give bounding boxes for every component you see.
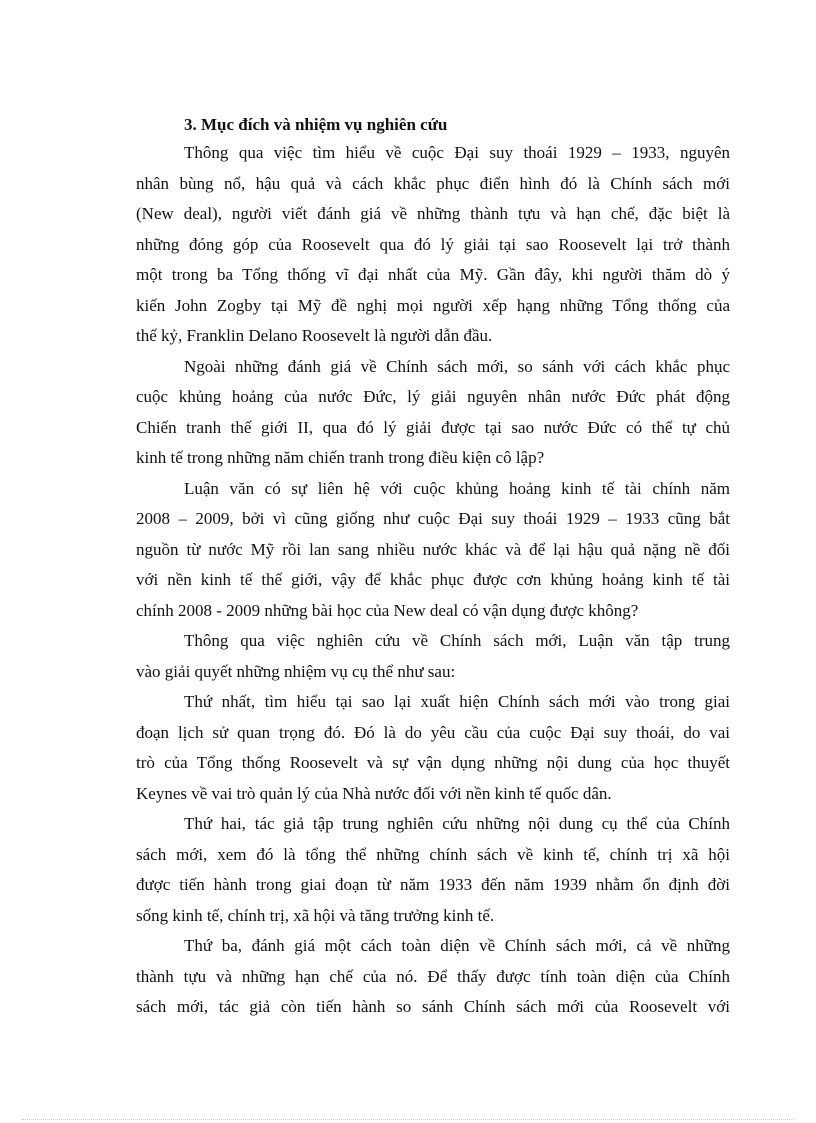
paragraph <box>136 474 730 627</box>
text-line: với nền kinh tế thế giới, vậy để khắc phục được cơn khủng hoảng kinh tế tài <box>136 570 730 589</box>
text-line: Chiến tranh thế giới II, qua đó lý giải được tại sao nước Đức có thể tự chủ <box>136 417 730 437</box>
paragraph <box>136 626 730 687</box>
paragraph <box>136 687 730 809</box>
text-line: sách mới, tác giả còn tiến hành so sánh Chính sách mới của Roosevelt với <box>136 997 730 1016</box>
text-line: thành tựu và những hạn chế của nó. Để thấy được tính toàn diện của Chính <box>136 966 730 986</box>
text-line: nhân bùng nổ, hậu quả và cách khắc phục điển hình đó là Chính sách mới <box>136 173 730 193</box>
text-line: 2008 – 2009, bởi vì cũng giống như cuộc Đại suy thoái 1929 – 1933 cũng bắt <box>136 509 730 528</box>
paragraph <box>136 138 730 352</box>
text-line: những đóng góp của Roosevelt qua đó lý giải tại sao Roosevelt lại trở thành <box>136 234 730 254</box>
text-line: (New deal), người viết đánh giá về những thành tựu và hạn chế, đặc biệt là <box>136 204 730 223</box>
text-line: Thông qua việc tìm hiểu về cuộc Đại suy thoái 1929 – 1933, nguyên <box>184 143 730 162</box>
text-line: Keynes về vai trò quản lý của Nhà nước đối với nền kinh tế quốc dân. <box>136 783 612 803</box>
text-line: một trong ba Tổng thống vĩ đại nhất của Mỹ. Gần đây, khi người thăm dò ý <box>136 265 730 284</box>
text-line: Thông qua việc nghiên cứu về Chính sách mới, Luận văn tập trung <box>184 631 730 650</box>
text-line: kiến John Zogby tại Mỹ đề nghị mọi người xếp hạng những Tổng thống của <box>136 295 730 315</box>
text-line: sách mới, xem đó là tổng thể những chính sách về kinh tế, chính trị xã hội <box>136 844 730 864</box>
text-line: Thứ hai, tác giả tập trung nghiên cứu những nội dung cụ thể của Chính <box>184 814 730 833</box>
paragraph <box>136 352 730 474</box>
text-line: đoạn lịch sử quan trọng đó. Đó là do yêu cầu của cuộc Đại suy thoái, do vai <box>136 722 730 742</box>
text-line: Ngoài những đánh giá về Chính sách mới, so sánh với cách khắc phục <box>184 356 730 376</box>
section-heading: 3. Mục đích và nhiệm vụ nghiên cứu <box>184 115 448 134</box>
text-line: Thứ ba, đánh giá một cách toàn diện về Chính sách mới, cả về những <box>184 936 730 955</box>
text-line: Luận văn có sự liên hệ với cuộc khủng hoảng kinh tế tài chính năm <box>184 478 730 498</box>
text-line: Thứ nhất, tìm hiểu tại sao lại xuất hiện Chính sách mới vào trong giai <box>184 692 730 711</box>
document-body <box>136 111 730 1023</box>
page-bottom-divider <box>22 1119 794 1120</box>
text-line: cuộc khủng hoảng của nước Đức, lý giải nguyên nhân nước Đức phát động <box>136 387 730 406</box>
text-line: nguồn từ nước Mỹ rồi lan sang nhiều nước khác và để lại hậu quả nặng nề đối <box>136 539 730 559</box>
text-line: chính 2008 - 2009 những bài học của New deal có vận dụng được không? <box>136 600 639 620</box>
paragraph <box>136 931 730 1023</box>
paragraph <box>136 809 730 931</box>
text-line: kinh tế trong những năm chiến tranh trong điều kiện cô lập? <box>136 448 545 467</box>
paragraph-list <box>136 138 730 1023</box>
text-line: được tiến hành trong giai đoạn từ năm 1933 đến năm 1939 nhằm ổn định đời <box>136 875 730 894</box>
text-line: thế kỷ, Franklin Delano Roosevelt là người dẫn đầu. <box>136 326 493 345</box>
text-line: sống kinh tế, chính trị, xã hội và tăng trưởng kinh tế. <box>136 905 495 925</box>
text-line: trò của Tổng thống Roosevelt và sự vận dụng những nội dung của học thuyết <box>136 753 730 772</box>
text-line: vào giải quyết những nhiệm vụ cụ thể như sau: <box>136 661 456 681</box>
